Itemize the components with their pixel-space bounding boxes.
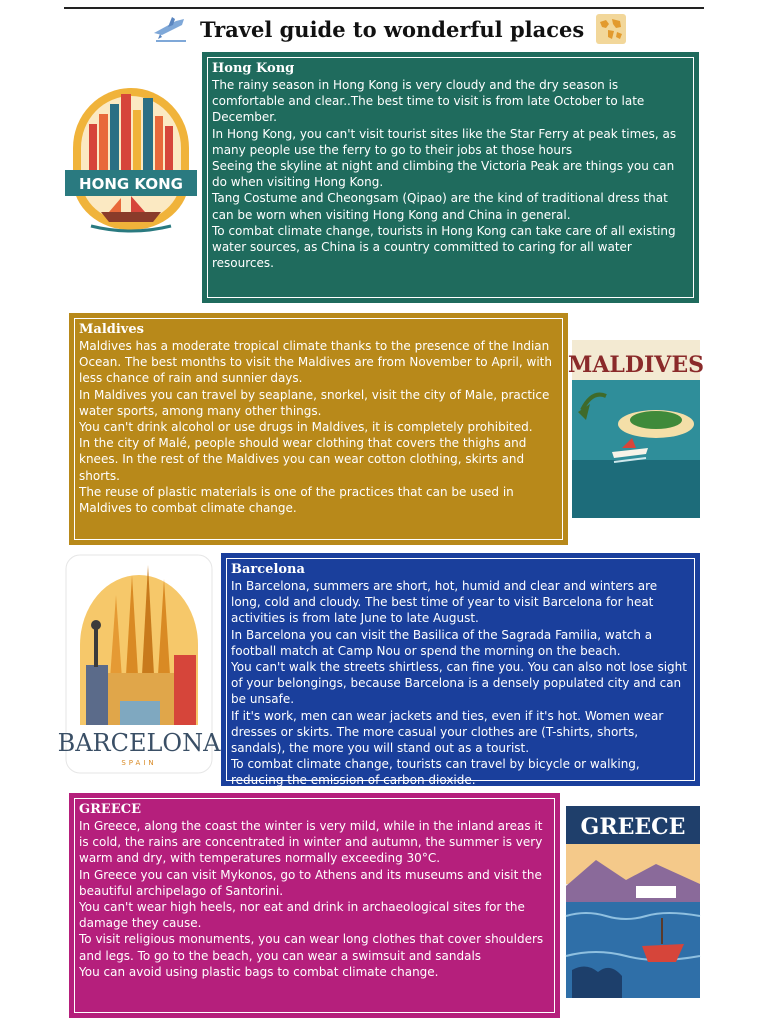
hong-kong-paragraph: To combat climate change, tourists in Hong Kong can take care of all existing water sources, as China is a country committed to caring for all water resources. [212,223,676,271]
barcelona-paragraph: In Barcelona, summers are short, hot, humid and clear and winters are long, cold and cloudy. The best time of year to visit Barcelona for heat activities is from late June to late August. [231,579,658,626]
barcelona-heading: Barcelona [231,562,305,577]
greece-paragraph: To visit religious monuments, you can wear long clothes that cover shoulders and legs. To go to the beach, you can wear a swimsuit and sandals [79,932,544,963]
greece-paragraph: You can avoid using plastic bags to combat climate change. [79,964,439,979]
hong-kong-paragraph: Seeing the skyline at night and climbing the Victoria Peak are things you can do when visiting Hong Kong. [212,159,675,190]
barcelona-paragraph: To combat climate change, tourists can travel by bicycle or walking, reducing the emission of carbon dioxide. [231,757,640,788]
barcelona-image-label: BARCELONA [57,729,221,757]
greece-image-label: GREECE [580,814,686,840]
maldives-paragraph: You can't drink alcohol or use drugs in Maldives, it is completely prohibited. [79,420,533,435]
maldives-heading: Maldives [79,322,144,337]
greece-heading: GREECE [79,802,141,817]
greece-illustration [566,806,700,998]
maldives-paragraph: Maldives has a moderate tropical climate thanks to the presence of the Indian Ocean. The best months to visit the Maldives are from November to April, with less chance of rain and sunnier days. [79,339,552,386]
barcelona-image-sublabel: SPAIN [121,759,157,767]
hong-kong-heading: Hong Kong [212,61,295,76]
hong-kong-illustration [65,80,197,233]
barcelona-illustration [57,555,221,773]
greece-paragraph: In Greece, along the coast the winter is very mild, while in the inland areas it is cold, the rains are concentrated in winter and autumn, the summer is very warm and dry, with temperatures normally exceeding 30°C. [79,819,543,866]
maldives-paragraph: In the city of Malé, people should wear clothing that covers the thighs and knees. In the rest of the Maldives you can wear cotton clothing, skirts and shorts. [79,436,527,483]
greece-paragraph: You can't wear high heels, nor eat and drink in archaeological sites for the damage they cause. [79,900,525,931]
page-header [150,12,628,46]
world-map-icon [594,12,628,46]
maldives-card [69,313,568,545]
hong-kong-image-label: HONG KONG [79,175,183,193]
greece-card [69,793,560,1018]
barcelona-paragraph: You can't walk the streets shirtless, can fine you. You can also not lose sight of your belongings, because Barcelona is a densely populated city and can be unsafe. [231,660,687,707]
hong-kong-paragraph: Tang Costume and Cheongsam (Qipao) are the kind of traditional dress that can be worn when visiting Hong Kong and China in general. [212,191,668,222]
maldives-paragraph: The reuse of plastic materials is one of the practices that can be used in Maldives to combat climate change. [79,484,514,516]
greece-paragraph: In Greece you can visit Mykonos, go to Athens and its museums and visit the beautiful archipelago of Santorini. [79,867,542,898]
top-rule [64,7,704,9]
hong-kong-paragraph: The rainy season in Hong Kong is very cloudy and the dry season is comfortable and clear..The best time to visit is from late October to late December. [212,78,645,125]
barcelona-card [221,553,700,786]
airplane-icon [150,15,190,43]
barcelona-paragraph: If it's work, men can wear jackets and ties, even if it's hot. Women wear dresses or skirts. The more casual your clothes are (T-shirts, shorts, sandals), the more you will stand out as a tourist. [231,708,664,756]
maldives-illustration [568,340,704,518]
hong-kong-card [202,52,699,303]
maldives-image-label: MALDIVES [568,352,704,378]
barcelona-paragraph: In Barcelona you can visit the Basilica of the Sagrada Familia, watch a football match at Camp Nou or spend the morning on the beach. [231,627,653,658]
hong-kong-paragraph: In Hong Kong, you can't visit tourist sites like the Star Ferry at peak times, as many people use the ferry to go to their jobs at those hours [212,126,677,157]
page-title: Travel guide to wonderful places [200,16,585,42]
maldives-paragraph: In Maldives you can travel by seaplane, snorkel, visit the city of Male, practice water sports, among many other things. [79,387,550,418]
